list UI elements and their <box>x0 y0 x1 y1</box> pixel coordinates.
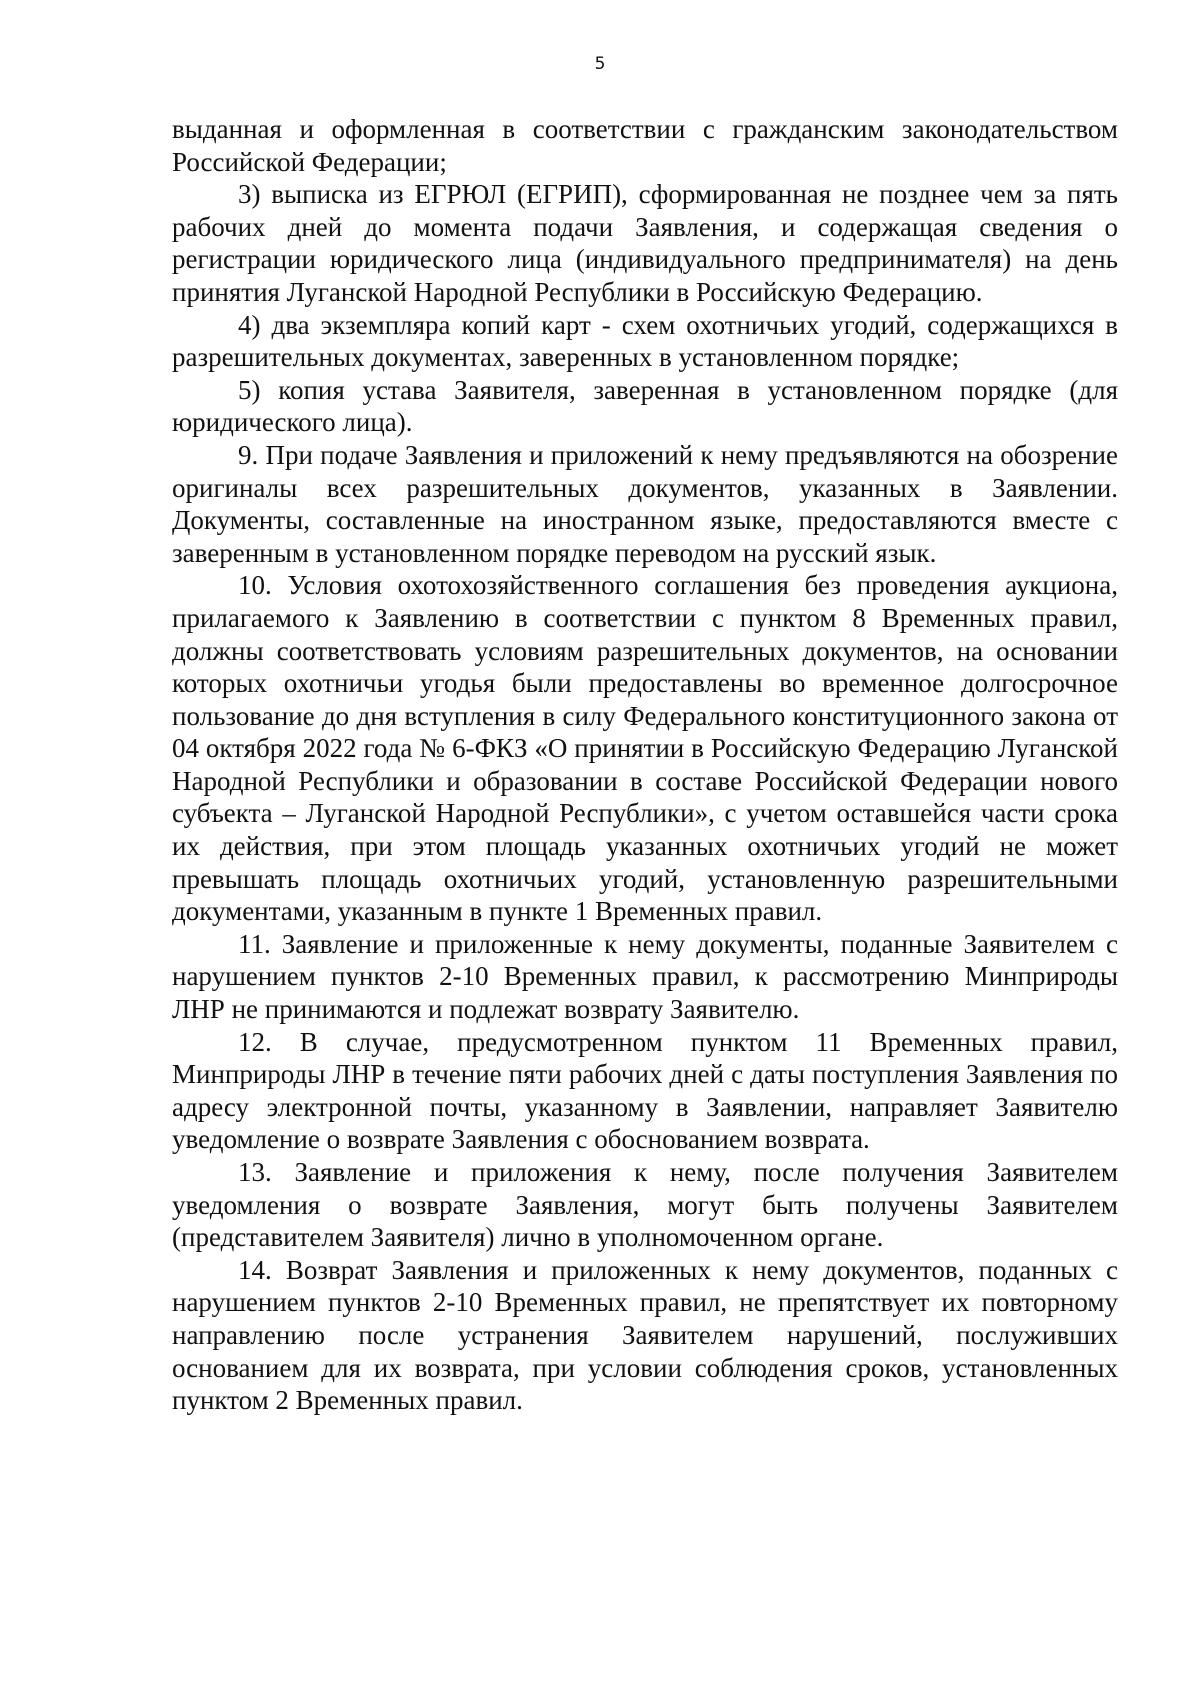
paragraph-clause-11: 11. Заявление и приложенные к нему документы, поданные Заявителем с нарушением пунктов 2-10 Временных правил, к рассмотрению Минприроды ЛНР не принимаются и подлежат возврату Заявителю. <box>172 928 1118 1025</box>
document-body <box>172 113 1118 1417</box>
paragraph-clause-13: 13. Заявление и приложения к нему, после получения Заявителем уведомления о возврате Заявления, могут быть получены Заявителем (представителем Заявителя) лично в уполномоченном органе. <box>172 1157 1118 1253</box>
paragraph-clause-12: 12. В случае, предусмотренном пунктом 11 Временных правил, Минприроды ЛНР в течение пяти рабочих дней с даты поступления Заявления по адресу электронной почты, указанному в Заявлении, направляет Заявителю уведомление о возврате Заявления с обоснованием возврата. <box>172 1026 1118 1155</box>
paragraph-item-5: 5) копия устава Заявителя, заверенная в установленном порядке (для юридического лица). <box>172 374 1118 438</box>
paragraph-item-3: 3) выписка из ЕГРЮЛ (ЕГРИП), сформированная не позднее чем за пять рабочих дней до момента подачи Заявления, и содержащая сведения о регистрации юридического лица (индивидуального предпринимателя) на день принятия Луганской Народной Республики в Российскую Федерацию. <box>172 179 1118 307</box>
paragraph-item-4: 4) два экземпляра копий карт - схем охотничьих угодий, содержащихся в разрешительных документах, заверенных в установленном порядке; <box>172 309 1118 373</box>
paragraph-clause-9: 9. При подаче Заявления и приложений к нему предъявляются на обозрение оригиналы всех разрешительных документов, указанных в Заявлении. Документы, составленные на иностранном языке, предоставляются вместе с заверенным в установленном порядке переводом на русский язык. <box>172 439 1118 568</box>
paragraph-continuation: выданная и оформленная в соответствии с гражданским законодательством Российской Федерации; <box>172 114 1118 177</box>
paragraph-clause-14: 14. Возврат Заявления и приложенных к нему документов, поданных с нарушением пунктов 2-10 Временных правил, не препятствует их повторному направлению после устранения Заявителем нарушений, послуживших основанием для их возврата, при условии соблюдения сроков, установленных пунктом 2 Временных правил. <box>172 1254 1118 1416</box>
paragraph-clause-10: 10. Условия охотохозяйственного соглашения без проведения аукциона, прилагаемого к Заявлению в соответствии с пунктом 8 Временных правил, должны соответствовать условиям разрешительных документов, на основании которых охотничьи угодья были предоставлены во временное долгосрочное пользование до дня вступления в силу Федерального конституционного закона от 04 октября 2022 года № 6-ФКЗ «О принятии в Российскую Федерацию Луганской Народной Республики и образовании в составе Российской Федерации нового субъекта – Луганской Народной Республики», с учетом оставшейся части срока их действия, при этом площадь указанных охотничьих угодий не может превышать площадь охотничьих угодий, установленную разрешительными документами, указанным в пункте 1 Временных правил. <box>172 570 1118 927</box>
page-number: 5 <box>594 54 606 74</box>
